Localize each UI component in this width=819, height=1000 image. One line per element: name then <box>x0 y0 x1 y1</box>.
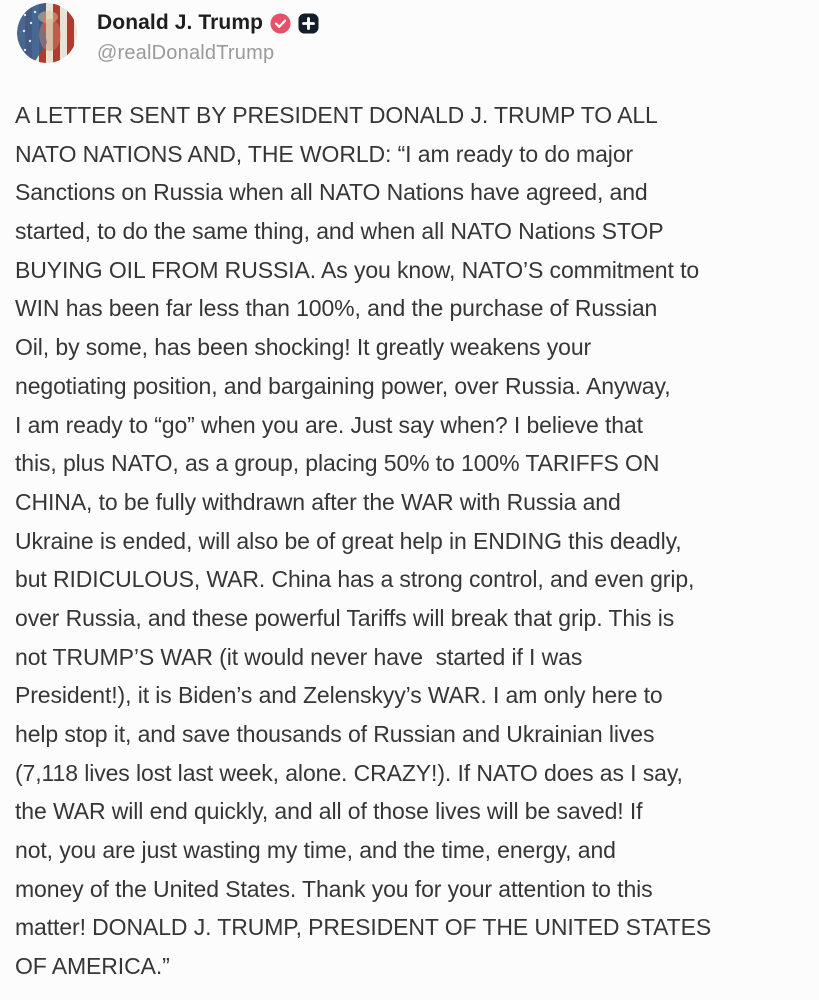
post-line: not TRUMP’S WAR (it would never have started if I was <box>15 643 583 670</box>
flag-face-avatar-image <box>17 3 77 63</box>
post-line: Oil, by some, has been shocking! It greatly weakens your <box>15 334 592 361</box>
author-handle[interactable]: @realDonaldTrump <box>97 42 275 64</box>
post-line: A LETTER SENT BY PRESIDENT DONALD J. TRUMP TO ALL <box>15 102 658 128</box>
post-line: I am ready to “go” when you are. Just say when? I believe that <box>15 411 643 438</box>
post-line: Sanctions on Russia when all NATO Nations have agreed, and <box>15 179 648 206</box>
post-line: not, you are just wasting my time, and the time, energy, and <box>15 837 616 864</box>
author-block <box>97 3 319 65</box>
post-line: President!), it is Biden’s and Zelenskyy’s WAR. I am only here to <box>15 682 663 709</box>
plus-badge-icon <box>298 13 319 34</box>
post-line: the WAR will end quickly, and all of those lives will be saved! If <box>15 798 643 825</box>
author-name-row <box>97 11 319 35</box>
post-line: money of the United States. Thank you for your attention to this <box>15 875 653 902</box>
post-line: negotiating position, and bargaining power, over Russia. Anyway, <box>15 372 671 399</box>
post-line: OF AMERICA.” <box>15 953 170 980</box>
post-line: WIN has been far less than 100%, and the purchase of Russian <box>15 295 658 322</box>
verified-badge-icon <box>270 13 291 34</box>
post-line: this, plus NATO, as a group, placing 50% to 100% TARIFFS ON <box>15 450 660 477</box>
post-line: Ukraine is ended, will also be of great help in ENDING this deadly, <box>15 527 682 554</box>
post-body <box>15 96 807 986</box>
post-line: over Russia, and these powerful Tariffs will break that grip. This is <box>15 604 675 631</box>
post-line: CHINA, to be fully withdrawn after the WAR with Russia and <box>15 488 621 515</box>
post-line: started, to do the same thing, and when all NATO Nations STOP <box>15 218 664 245</box>
post-line: help stop it, and save thousands of Russian and Ukrainian lives <box>15 721 655 747</box>
post-line: BUYING OIL FROM RUSSIA. As you know, NATO’S commitment to <box>15 256 700 283</box>
avatar[interactable] <box>17 3 77 63</box>
post-line: NATO NATIONS AND, THE WORLD: “I am ready to do major <box>15 140 634 167</box>
post-header <box>17 3 319 65</box>
author-display-name[interactable]: Donald J. Trump <box>97 11 264 34</box>
post-line: matter! DONALD J. TRUMP, PRESIDENT OF THE UNITED STATES <box>15 914 712 941</box>
post-line: (7,118 lives lost last week, alone. CRAZY!). If NATO does as I say, <box>15 759 683 786</box>
post-line: but RIDICULOUS, WAR. China has a strong control, and even grip, <box>15 566 695 593</box>
